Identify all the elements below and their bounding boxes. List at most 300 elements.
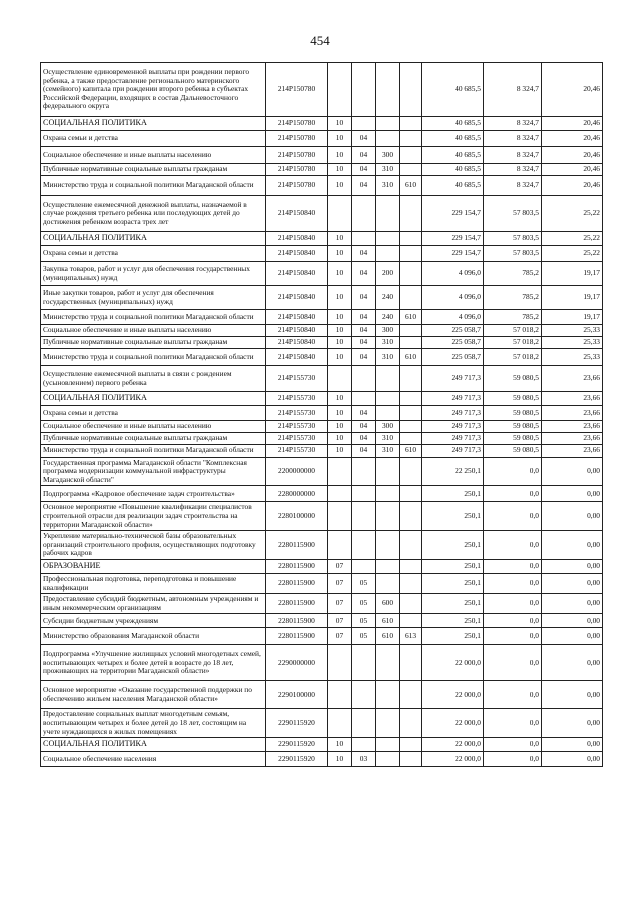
table-row — [41, 325, 603, 337]
row-actual: 0,0 — [484, 645, 542, 681]
row-actual: 59 080,5 — [484, 432, 542, 444]
row-expense-type: 240 — [376, 310, 400, 325]
row-actual: 57 018,2 — [484, 337, 542, 349]
row-actual: 0,0 — [484, 628, 542, 645]
row-plan: 250,1 — [422, 531, 484, 560]
row-section: 07 — [328, 614, 352, 628]
row-section: 10 — [328, 421, 352, 433]
row-name: Предоставление субсидий бюджетным, автономным учреждениям и иным некоммерческим организациям — [41, 594, 266, 614]
row-admin-code — [400, 594, 422, 614]
row-name: Министерство труда и социальной политики Магаданской области — [41, 349, 266, 366]
row-subsection — [352, 366, 376, 392]
row-section: 07 — [328, 594, 352, 614]
row-section: 10 — [328, 432, 352, 444]
row-code: 214P150840 — [266, 349, 328, 366]
row-actual: 57 018,2 — [484, 349, 542, 366]
row-admin-code: 610 — [400, 176, 422, 196]
row-plan: 4 096,0 — [422, 310, 484, 325]
row-percent: 0,00 — [542, 531, 603, 560]
row-name: Подпрограмма «Улучшение жилищных условий многодетных семей, воспитывающих четырех и более детей в возрасте до 18 лет, проживающих на территории Магаданской области» — [41, 645, 266, 681]
row-name: Публичные нормативные социальные выплаты гражданам — [41, 164, 266, 176]
row-name: Социальное обеспечение и иные выплаты населению — [41, 421, 266, 433]
row-subsection: 05 — [352, 573, 376, 593]
table-row — [41, 63, 603, 117]
row-admin-code — [400, 738, 422, 752]
row-percent: 23,66 — [542, 406, 603, 421]
row-percent: 19,17 — [542, 262, 603, 286]
row-name: Осуществление ежемесячной выплаты в связи с рождением (усыновлением) первого ребенка — [41, 366, 266, 392]
row-percent: 25,33 — [542, 349, 603, 366]
row-expense-type: 300 — [376, 147, 400, 164]
row-percent: 0,00 — [542, 486, 603, 502]
row-name: Социальное обеспечение населения — [41, 752, 266, 767]
row-plan: 40 685,5 — [422, 117, 484, 131]
row-actual: 8 324,7 — [484, 117, 542, 131]
row-expense-type: 200 — [376, 262, 400, 286]
row-actual: 8 324,7 — [484, 147, 542, 164]
row-admin-code — [400, 196, 422, 232]
table-row — [41, 366, 603, 392]
row-admin-code: 610 — [400, 349, 422, 366]
row-expense-type — [376, 246, 400, 262]
row-name: Министерство труда и социальной политики Магаданской области — [41, 310, 266, 325]
row-code: 2280115900 — [266, 594, 328, 614]
row-code: 2280115900 — [266, 628, 328, 645]
row-subsection — [352, 486, 376, 502]
row-section — [328, 502, 352, 531]
row-percent: 25,22 — [542, 196, 603, 232]
row-code: 214P150780 — [266, 147, 328, 164]
row-expense-type — [376, 645, 400, 681]
row-subsection: 04 — [352, 176, 376, 196]
row-code: 214P155730 — [266, 392, 328, 406]
row-expense-type — [376, 681, 400, 709]
row-name: Субсидии бюджетным учреждениям — [41, 614, 266, 628]
row-plan: 249 717,3 — [422, 406, 484, 421]
row-name: Основное мероприятие «Оказание государственной поддержки по обеспечению жильем населения Магаданской области» — [41, 681, 266, 709]
row-subsection: 04 — [352, 444, 376, 457]
row-actual: 0,0 — [484, 486, 542, 502]
row-subsection: 04 — [352, 406, 376, 421]
table-row — [41, 262, 603, 286]
row-section — [328, 63, 352, 117]
row-percent: 0,00 — [542, 594, 603, 614]
row-percent: 0,00 — [542, 752, 603, 767]
row-percent: 19,17 — [542, 286, 603, 310]
row-actual: 0,0 — [484, 594, 542, 614]
row-expense-type: 310 — [376, 444, 400, 457]
table-row — [41, 406, 603, 421]
row-percent: 0,00 — [542, 502, 603, 531]
row-percent: 25,33 — [542, 337, 603, 349]
row-section — [328, 457, 352, 486]
row-subsection: 05 — [352, 614, 376, 628]
row-name: ОБРАЗОВАНИЕ — [41, 559, 266, 573]
row-section: 10 — [328, 738, 352, 752]
row-subsection: 04 — [352, 246, 376, 262]
row-expense-type — [376, 709, 400, 738]
table-row — [41, 531, 603, 560]
row-section — [328, 486, 352, 502]
row-admin-code — [400, 286, 422, 310]
table-row — [41, 232, 603, 246]
row-plan: 40 685,5 — [422, 131, 484, 147]
row-admin-code — [400, 486, 422, 502]
row-admin-code — [400, 147, 422, 164]
row-name: Государственная программа Магаданской области "Комплексная программа модернизации коммунальной инфраструктуры Магаданской области" — [41, 457, 266, 486]
row-percent: 23,66 — [542, 366, 603, 392]
row-expense-type: 310 — [376, 176, 400, 196]
row-subsection: 04 — [352, 262, 376, 286]
row-section: 10 — [328, 392, 352, 406]
row-plan: 40 685,5 — [422, 147, 484, 164]
row-subsection — [352, 502, 376, 531]
table-row — [41, 709, 603, 738]
row-actual: 59 080,5 — [484, 444, 542, 457]
row-admin-code — [400, 406, 422, 421]
row-subsection — [352, 117, 376, 131]
row-section: 10 — [328, 752, 352, 767]
row-expense-type — [376, 63, 400, 117]
row-actual: 59 080,5 — [484, 366, 542, 392]
row-code: 2290000000 — [266, 645, 328, 681]
row-subsection: 04 — [352, 432, 376, 444]
table-row — [41, 164, 603, 176]
row-actual: 59 080,5 — [484, 421, 542, 433]
row-actual: 57 803,5 — [484, 196, 542, 232]
row-plan: 250,1 — [422, 628, 484, 645]
row-name: Социальное обеспечение и иные выплаты населению — [41, 147, 266, 164]
row-section — [328, 645, 352, 681]
row-section — [328, 366, 352, 392]
row-subsection: 04 — [352, 421, 376, 433]
row-admin-code — [400, 681, 422, 709]
row-actual: 59 080,5 — [484, 406, 542, 421]
row-admin-code — [400, 366, 422, 392]
row-plan: 250,1 — [422, 573, 484, 593]
row-plan: 229 154,7 — [422, 232, 484, 246]
row-admin-code — [400, 502, 422, 531]
row-admin-code — [400, 117, 422, 131]
row-name: СОЦИАЛЬНАЯ ПОЛИТИКА — [41, 117, 266, 131]
table-row — [41, 444, 603, 457]
row-code: 2280115900 — [266, 531, 328, 560]
row-code: 2290100000 — [266, 681, 328, 709]
row-subsection: 04 — [352, 325, 376, 337]
row-subsection — [352, 709, 376, 738]
row-code: 214P150840 — [266, 337, 328, 349]
row-percent: 0,00 — [542, 614, 603, 628]
row-plan: 22 000,0 — [422, 681, 484, 709]
row-code: 2290115920 — [266, 752, 328, 767]
row-subsection — [352, 63, 376, 117]
row-percent: 0,00 — [542, 573, 603, 593]
row-actual: 57 803,5 — [484, 232, 542, 246]
row-admin-code — [400, 531, 422, 560]
row-plan: 229 154,7 — [422, 196, 484, 232]
row-admin-code — [400, 392, 422, 406]
row-expense-type — [376, 573, 400, 593]
row-admin-code — [400, 232, 422, 246]
row-expense-type — [376, 486, 400, 502]
row-expense-type — [376, 559, 400, 573]
row-subsection: 04 — [352, 349, 376, 366]
table-row — [41, 131, 603, 147]
page-number: 454 — [310, 33, 330, 48]
row-section — [328, 709, 352, 738]
table-row — [41, 502, 603, 531]
row-name: Министерство труда и социальной политики Магаданской области — [41, 444, 266, 457]
table-row — [41, 432, 603, 444]
row-name: Осуществление ежемесячной денежной выплаты, назначаемой в случае рождения третьего ребенка или последующих детей до достижения ребенком возраста трех лет — [41, 196, 266, 232]
row-name: Социальное обеспечение и иные выплаты населению — [41, 325, 266, 337]
table-row — [41, 594, 603, 614]
table-row — [41, 286, 603, 310]
row-plan: 249 717,3 — [422, 421, 484, 433]
row-code: 214P150840 — [266, 196, 328, 232]
row-percent: 19,17 — [542, 310, 603, 325]
row-name: Закупка товаров, работ и услуг для обеспечения государственных (муниципальных) нужд — [41, 262, 266, 286]
row-subsection: 03 — [352, 752, 376, 767]
table-row — [41, 628, 603, 645]
row-expense-type — [376, 752, 400, 767]
row-actual: 57 018,2 — [484, 325, 542, 337]
row-name: Профессиональная подготовка, переподготовка и повышение квалификации — [41, 573, 266, 593]
row-subsection: 04 — [352, 147, 376, 164]
row-admin-code — [400, 131, 422, 147]
table-row — [41, 559, 603, 573]
row-plan: 249 717,3 — [422, 392, 484, 406]
row-name: Министерство труда и социальной политики Магаданской области — [41, 176, 266, 196]
row-actual: 59 080,5 — [484, 392, 542, 406]
row-code: 2290115920 — [266, 709, 328, 738]
row-name: Публичные нормативные социальные выплаты гражданам — [41, 337, 266, 349]
table-row — [41, 392, 603, 406]
row-name: Основное мероприятие «Повышение квалификации специалистов строительной отрасли для реализации задач строительства на территории Магаданской области» — [41, 502, 266, 531]
row-section: 07 — [328, 559, 352, 573]
row-admin-code — [400, 573, 422, 593]
row-section — [328, 196, 352, 232]
row-name: СОЦИАЛЬНАЯ ПОЛИТИКА — [41, 738, 266, 752]
row-name: Иные закупки товаров, работ и услуг для обеспечения государственных (муниципальных) нужд — [41, 286, 266, 310]
row-expense-type — [376, 392, 400, 406]
row-code: 214P150840 — [266, 262, 328, 286]
row-code: 214P150840 — [266, 325, 328, 337]
row-plan: 40 685,5 — [422, 164, 484, 176]
row-admin-code — [400, 559, 422, 573]
row-section: 10 — [328, 444, 352, 457]
table-row — [41, 349, 603, 366]
row-plan: 225 058,7 — [422, 325, 484, 337]
row-actual: 0,0 — [484, 614, 542, 628]
row-plan: 22 000,0 — [422, 738, 484, 752]
row-actual: 0,0 — [484, 502, 542, 531]
row-name: Министерство образования Магаданской области — [41, 628, 266, 645]
row-admin-code — [400, 752, 422, 767]
row-plan: 249 717,3 — [422, 432, 484, 444]
table-row — [41, 421, 603, 433]
row-plan: 4 096,0 — [422, 286, 484, 310]
row-subsection: 04 — [352, 310, 376, 325]
row-percent: 0,00 — [542, 738, 603, 752]
row-section: 10 — [328, 176, 352, 196]
row-actual: 785,2 — [484, 286, 542, 310]
row-subsection: 04 — [352, 131, 376, 147]
table-row — [41, 117, 603, 131]
row-expense-type — [376, 738, 400, 752]
row-section — [328, 681, 352, 709]
row-percent: 25,33 — [542, 325, 603, 337]
row-expense-type: 310 — [376, 164, 400, 176]
row-admin-code — [400, 645, 422, 681]
row-code: 214P150780 — [266, 164, 328, 176]
row-actual: 0,0 — [484, 738, 542, 752]
row-plan: 4 096,0 — [422, 262, 484, 286]
table-row — [41, 196, 603, 232]
row-actual: 57 803,5 — [484, 246, 542, 262]
row-admin-code — [400, 164, 422, 176]
row-plan: 229 154,7 — [422, 246, 484, 262]
row-section: 10 — [328, 337, 352, 349]
row-admin-code — [400, 63, 422, 117]
row-percent: 20,46 — [542, 117, 603, 131]
row-actual: 0,0 — [484, 531, 542, 560]
row-section: 10 — [328, 246, 352, 262]
row-admin-code — [400, 337, 422, 349]
row-name: Осуществление единовременной выплаты при рождении первого ребенка, а также предоставление регионального материнского (семейного) капитала при рождении второго ребенка в субъектах Российской Федерации, входящих в состав Дальневосточного федерального округа — [41, 63, 266, 117]
table-row — [41, 645, 603, 681]
row-section: 10 — [328, 117, 352, 131]
row-percent: 0,00 — [542, 628, 603, 645]
row-plan: 250,1 — [422, 486, 484, 502]
row-section: 10 — [328, 325, 352, 337]
row-expense-type — [376, 457, 400, 486]
row-code: 2280115900 — [266, 573, 328, 593]
row-name: СОЦИАЛЬНАЯ ПОЛИТИКА — [41, 392, 266, 406]
row-subsection: 04 — [352, 164, 376, 176]
row-percent: 20,46 — [542, 147, 603, 164]
row-percent: 23,66 — [542, 432, 603, 444]
row-subsection — [352, 196, 376, 232]
row-name: Подпрограмма «Кадровое обеспечение задач строительства» — [41, 486, 266, 502]
row-section: 10 — [328, 349, 352, 366]
table-row — [41, 246, 603, 262]
row-plan: 22 000,0 — [422, 709, 484, 738]
row-section: 07 — [328, 628, 352, 645]
row-code: 214P150840 — [266, 286, 328, 310]
row-plan: 22 000,0 — [422, 752, 484, 767]
table-row — [41, 573, 603, 593]
row-subsection — [352, 232, 376, 246]
row-name: Предоставление социальных выплат многодетным семьям, воспитывающим четырех и более детей до 18 лет, состоящим на учете нуждающихся в жилых помещениях — [41, 709, 266, 738]
row-percent: 23,66 — [542, 444, 603, 457]
row-code: 2280115900 — [266, 614, 328, 628]
row-admin-code — [400, 709, 422, 738]
row-code: 214P150780 — [266, 63, 328, 117]
row-percent: 0,00 — [542, 559, 603, 573]
row-subsection — [352, 531, 376, 560]
row-expense-type: 310 — [376, 432, 400, 444]
row-name: Укрепление материально-технической базы образовательных организаций строительного профиля, осуществляющих подготовку рабочих кадров — [41, 531, 266, 560]
row-actual: 8 324,7 — [484, 131, 542, 147]
row-subsection: 05 — [352, 628, 376, 645]
row-section: 10 — [328, 131, 352, 147]
table-row — [41, 738, 603, 752]
row-section: 10 — [328, 147, 352, 164]
row-plan: 250,1 — [422, 502, 484, 531]
row-admin-code — [400, 246, 422, 262]
row-plan: 225 058,7 — [422, 349, 484, 366]
row-expense-type — [376, 366, 400, 392]
row-admin-code — [400, 325, 422, 337]
row-plan: 249 717,3 — [422, 366, 484, 392]
row-plan: 250,1 — [422, 614, 484, 628]
row-code: 214P155730 — [266, 366, 328, 392]
row-code: 214P155730 — [266, 421, 328, 433]
row-code: 214P155730 — [266, 406, 328, 421]
row-plan: 22 250,1 — [422, 457, 484, 486]
row-actual: 0,0 — [484, 681, 542, 709]
row-code: 214P150840 — [266, 232, 328, 246]
table-row — [41, 752, 603, 767]
row-subsection — [352, 681, 376, 709]
row-actual: 785,2 — [484, 262, 542, 286]
row-plan: 249 717,3 — [422, 444, 484, 457]
row-code: 2280000000 — [266, 486, 328, 502]
row-percent: 20,46 — [542, 164, 603, 176]
row-admin-code — [400, 262, 422, 286]
row-percent: 0,00 — [542, 457, 603, 486]
row-actual: 0,0 — [484, 559, 542, 573]
row-code: 214P150780 — [266, 176, 328, 196]
row-expense-type: 600 — [376, 594, 400, 614]
row-subsection: 04 — [352, 337, 376, 349]
row-expense-type — [376, 131, 400, 147]
row-actual: 8 324,7 — [484, 176, 542, 196]
row-name: СОЦИАЛЬНАЯ ПОЛИТИКА — [41, 232, 266, 246]
row-plan: 250,1 — [422, 594, 484, 614]
row-section: 07 — [328, 573, 352, 593]
row-percent: 0,00 — [542, 645, 603, 681]
row-plan: 40 685,5 — [422, 63, 484, 117]
table-row — [41, 614, 603, 628]
row-admin-code: 610 — [400, 444, 422, 457]
row-section — [328, 531, 352, 560]
row-percent: 20,46 — [542, 63, 603, 117]
row-percent: 20,46 — [542, 131, 603, 147]
row-code: 2200000000 — [266, 457, 328, 486]
row-section: 10 — [328, 232, 352, 246]
row-percent: 25,22 — [542, 246, 603, 262]
row-expense-type: 310 — [376, 337, 400, 349]
row-admin-code: 613 — [400, 628, 422, 645]
row-code: 2280100000 — [266, 502, 328, 531]
row-expense-type: 300 — [376, 325, 400, 337]
row-subsection — [352, 645, 376, 681]
row-admin-code — [400, 457, 422, 486]
row-plan: 40 685,5 — [422, 176, 484, 196]
row-expense-type: 300 — [376, 421, 400, 433]
row-name: Охрана семьи и детства — [41, 131, 266, 147]
row-expense-type — [376, 117, 400, 131]
table-row — [41, 681, 603, 709]
row-subsection — [352, 392, 376, 406]
row-section: 10 — [328, 262, 352, 286]
row-code: 214P150840 — [266, 246, 328, 262]
row-actual: 0,0 — [484, 573, 542, 593]
row-expense-type — [376, 502, 400, 531]
table-row — [41, 457, 603, 486]
